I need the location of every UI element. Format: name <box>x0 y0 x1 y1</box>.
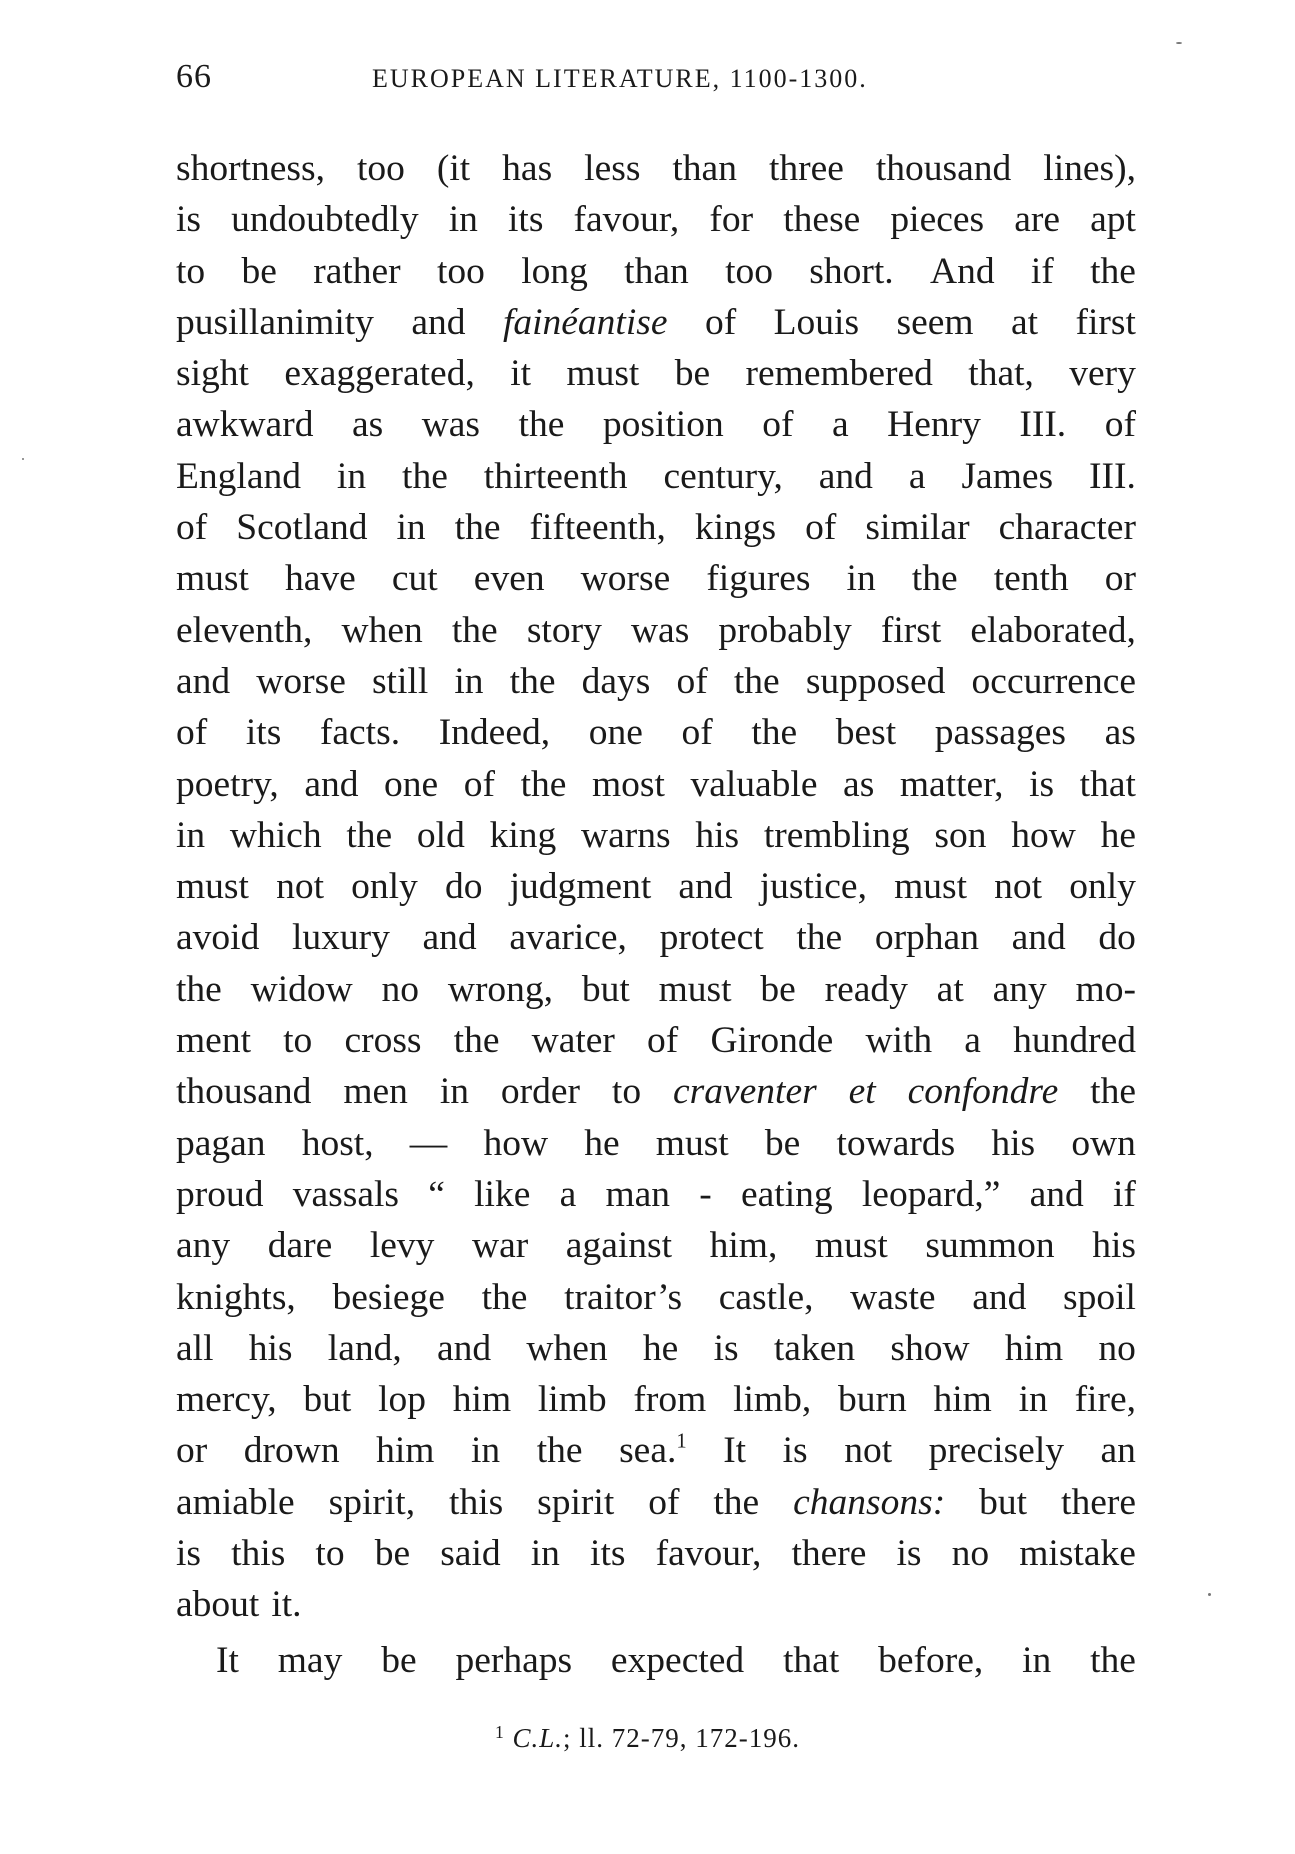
italic-term: fainéantise <box>502 301 668 343</box>
body-text <box>176 143 1136 1686</box>
footnote-source: C.L. <box>512 1723 564 1753</box>
text-line: thousand men in order to craventer et confondre the <box>176 1066 1136 1117</box>
text-line: must have cut even worse figures in the tenth or <box>176 558 1136 600</box>
text-line: is this to be said in its favour, there is no mistake <box>176 1533 1136 1575</box>
text-line: mercy, but lop him limb from limb, burn him in fire, <box>176 1379 1136 1421</box>
text-line: of Scotland in the fifteenth, kings of similar character <box>176 507 1136 549</box>
text-line: is undoubtedly in its favour, for these pieces are apt <box>176 199 1136 241</box>
italic-term: craventer <box>673 1071 817 1113</box>
footnote-marker: 1 <box>676 1430 687 1453</box>
text-line: England in the thirteenth century, and a James III. <box>176 455 1136 497</box>
footnote <box>0 1723 1295 1754</box>
text-line: eleventh, when the story was probably first elaborated, <box>176 609 1136 651</box>
text-line: or drown him in the sea.$^1$ It is not precisely an <box>176 1430 1136 1472</box>
text-line: awkward as was the position of a Henry III. of <box>176 404 1136 446</box>
text-line: in which the old king warns his trembling son how he <box>176 814 1136 856</box>
italic-term: confondre <box>907 1071 1059 1113</box>
paragraph-start-line: It may be perhaps expected that before, in the <box>216 1639 1136 1681</box>
text-line: proud vassals “ like a man - eating leopard,” and if <box>176 1173 1136 1215</box>
text-line: and worse still in the days of the supposed occurrence <box>176 660 1136 702</box>
paper-speck <box>1208 1593 1211 1596</box>
page-number: 66 <box>176 58 212 95</box>
italic-term: et <box>848 1071 876 1113</box>
running-title: EUROPEAN LITERATURE, 1100-1300. <box>372 64 868 93</box>
footnote-refs: ; ll. 72-79, 172-196. <box>563 1723 801 1753</box>
text-line: any dare levy war against him, must summon his <box>176 1225 1136 1267</box>
italic-term: chansons: <box>793 1481 946 1523</box>
text-line: avoid luxury and avarice, protect the orphan and do <box>176 917 1136 959</box>
text-line: pusillanimity and fainéantise of Louis seem at first <box>176 297 1136 348</box>
footnote-number: 1 <box>494 1722 505 1743</box>
text-line: must not only do judgment and justice, must not only <box>176 866 1136 908</box>
paper-speck <box>22 458 24 460</box>
text-line: about it. <box>176 1584 302 1626</box>
text-line: ment to cross the water of Gironde with a hundred <box>176 1020 1136 1062</box>
text-line: amiable spirit, this spirit of the chansons: but there <box>176 1477 1136 1528</box>
text-line: pagan host, — how he must be towards his own <box>176 1122 1136 1164</box>
text-line: to be rather too long than too short. And if the <box>176 250 1136 292</box>
text-line: shortness, too (it has less than three thousand lines), <box>176 148 1136 189</box>
text-line: of its facts. Indeed, one of the best passages as <box>176 712 1136 754</box>
running-head <box>176 58 1136 102</box>
text-line: poetry, and one of the most valuable as matter, is that <box>176 763 1136 805</box>
text-line: sight exaggerated, it must be remembered that, very <box>176 353 1136 395</box>
paper-speck <box>1176 42 1182 44</box>
text-line: all his land, and when he is taken show him no <box>176 1327 1136 1369</box>
text-line: knights, besiege the traitor’s castle, waste and spoil <box>176 1276 1136 1318</box>
text-line: the widow no wrong, but must be ready at any mo- <box>176 968 1136 1010</box>
